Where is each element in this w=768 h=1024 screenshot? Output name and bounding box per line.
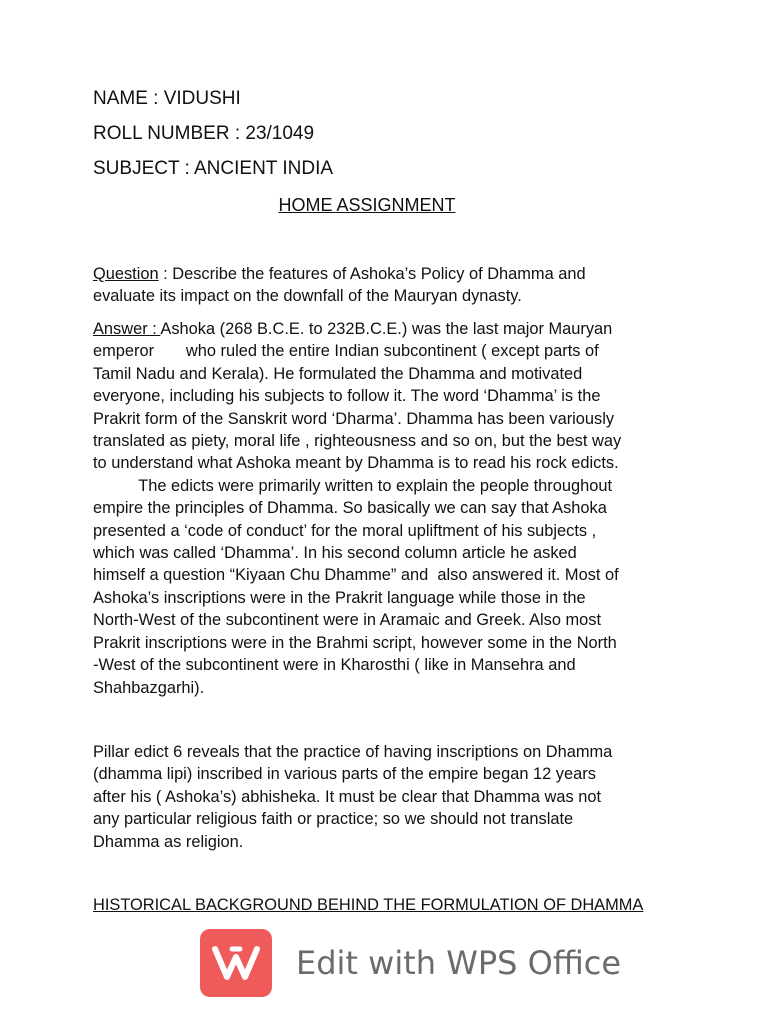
answer-line: translated as piety, moral life , righteousness and so on, but the best way bbox=[93, 432, 622, 451]
answer-line: which was called ‘Dhamma’. In his second column article he asked bbox=[93, 544, 577, 563]
wps-logo-icon bbox=[200, 929, 272, 997]
pillar-line: (dhamma lipi) inscribed in various parts of the empire began 12 years bbox=[93, 765, 596, 784]
assignment-title bbox=[0, 195, 768, 216]
pillar-edict-paragraph bbox=[93, 741, 693, 853]
answer-line: everyone, including his subjects to follow it. The word ‘Dhamma’ is the bbox=[93, 387, 601, 406]
answer-line: Prakrit form of the Sanskrit word ‘Dharma’. Dhamma has been variously bbox=[93, 409, 615, 428]
assignment-title-text: HOME ASSIGNMENT bbox=[278, 195, 456, 215]
pillar-line: Dhamma as religion. bbox=[93, 832, 244, 851]
section-heading: HISTORICAL BACKGROUND BEHIND THE FORMULATION OF DHAMMA bbox=[93, 896, 644, 914]
question-label: Question bbox=[93, 265, 159, 283]
answer-paragraph bbox=[93, 318, 693, 699]
answer-line: Prakrit inscriptions were in the Brahmi script, however some in the North bbox=[93, 633, 617, 652]
answer-line: presented a ‘code of conduct’ for the moral upliftment of his subjects , bbox=[93, 521, 597, 540]
answer-line: The edicts were primarily written to explain the people throughout bbox=[93, 476, 613, 495]
answer-line: empire the principles of Dhamma. So basically we can say that Ashoka bbox=[93, 499, 607, 518]
answer-text: Ashoka (268 B.C.E. to 232B.C.E.) was the last major Mauryan bbox=[160, 320, 613, 338]
answer-line: North-West of the subcontinent were in Aramaic and Greek. Also most bbox=[93, 611, 602, 630]
student-name: NAME : VIDUSHI bbox=[93, 88, 241, 109]
question-line: evaluate its impact on the downfall of the Mauryan dynasty. bbox=[93, 287, 522, 306]
wps-edit-text: Edit with WPS Office bbox=[296, 944, 622, 982]
answer-line: emperor who ruled the entire Indian subcontinent ( except parts of bbox=[93, 342, 599, 361]
answer-line: Tamil Nadu and Kerala). He formulated the Dhamma and motivated bbox=[93, 364, 583, 383]
subject: SUBJECT : ANCIENT INDIA bbox=[93, 158, 334, 179]
pillar-line: after his ( Ashoka’s) abhisheka. It must be clear that Dhamma was not bbox=[93, 787, 602, 806]
answer-line bbox=[93, 318, 693, 340]
answer-line: to understand what Ashoka meant by Dhamma is to read his rock edicts. bbox=[93, 454, 619, 473]
pillar-line: Pillar edict 6 reveals that the practice of having inscriptions on Dhamma bbox=[93, 743, 613, 761]
answer-line: Shahbazgarhi). bbox=[93, 678, 205, 697]
question-line bbox=[93, 263, 693, 285]
pillar-line: any particular religious faith or practice; so we should not translate bbox=[93, 810, 574, 829]
roll-number: ROLL NUMBER : 23/1049 bbox=[93, 123, 315, 144]
answer-line: Ashoka’s inscriptions were in the Prakrit language while those in the bbox=[93, 588, 586, 607]
wps-watermark[interactable] bbox=[200, 929, 621, 997]
question-paragraph bbox=[93, 263, 693, 308]
answer-line: himself a question “Kiyaan Chu Dhamme” and also answered it. Most of bbox=[93, 566, 619, 585]
answer-label: Answer : bbox=[93, 320, 161, 338]
question-text: : Describe the features of Ashoka’s Policy of Dhamma and bbox=[158, 265, 586, 283]
answer-line: -West of the subcontinent were in Kharosthi ( like in Mansehra and bbox=[93, 656, 576, 675]
